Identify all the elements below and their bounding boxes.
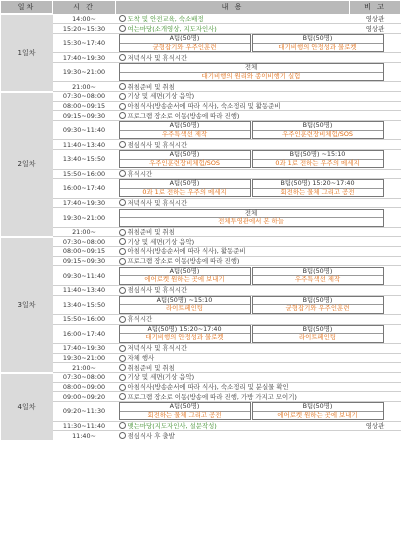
team-header: 전체 [120, 210, 383, 219]
activity-cell [116, 169, 350, 179]
activity-cell [116, 101, 350, 111]
time-slot: 07:30~08:00 [53, 92, 116, 102]
activity-cell [116, 324, 350, 343]
schedule-row [1, 382, 401, 392]
time-slot: 15:20~15:30 [53, 24, 116, 34]
team-b-box [252, 325, 384, 343]
time-slot: 09:00~09:20 [53, 392, 116, 402]
team-header: A팀(50명) 15:20~17:40 [120, 326, 250, 335]
time-slot: 17:40~19:30 [53, 198, 116, 208]
activity-cell [116, 392, 350, 402]
activity-cell [116, 344, 350, 354]
team-b-box [252, 121, 384, 139]
time-slot: 07:30~08:00 [53, 373, 116, 383]
schedule-row [1, 198, 401, 208]
remark-cell [350, 314, 401, 324]
activity-text: 여는마당(소개영상, 지도자인사) [127, 24, 217, 33]
team-program: 대기비행의 안정성과 물로켓 [278, 42, 357, 51]
schedule-row [1, 33, 401, 52]
team-header: 전체 [120, 64, 383, 73]
activity-cell [116, 198, 350, 208]
activity-text: 프로그램 장소로 이동(방송에 따라 진행) [127, 257, 240, 266]
remark-cell [350, 382, 401, 392]
circle-bullet-icon [119, 199, 126, 206]
time-slot: 19:30~21:00 [53, 62, 116, 81]
team-b-box [252, 402, 384, 420]
team-a-box [119, 325, 251, 343]
time-slot: 21:00~ [53, 227, 116, 237]
schedule-row [1, 140, 401, 150]
time-slot: 07:30~08:00 [53, 237, 116, 247]
circle-bullet-icon [119, 248, 126, 255]
circle-bullet-icon [119, 422, 126, 429]
team-program: 균형잡기와 우주인훈련 [152, 42, 217, 51]
activity-cell [116, 285, 350, 295]
schedule-row [1, 247, 401, 257]
team-a-box [119, 34, 251, 52]
circle-bullet-icon [119, 93, 126, 100]
activity-cell [116, 150, 360, 169]
time-slot: 08:00~09:15 [53, 247, 116, 257]
team-header: B팀(50명) [253, 326, 383, 335]
schedule-row [1, 285, 401, 295]
activity-text: 기상 및 세면(기상 음악) [127, 237, 195, 246]
schedule-row [1, 101, 401, 111]
activity-cell [116, 121, 353, 140]
team-program: 우주인훈련장비체험/SOS [149, 158, 220, 167]
time-slot: 21:00~ [53, 82, 116, 92]
time-slot: 13:40~15:50 [53, 295, 116, 314]
schedule-row [1, 353, 401, 363]
circle-bullet-icon [119, 345, 126, 352]
circle-bullet-icon [119, 229, 126, 236]
circle-bullet-icon [119, 238, 126, 245]
activity-text: 저녁식사 및 휴식시간 [127, 344, 188, 353]
remark-cell [350, 140, 401, 150]
circle-bullet-icon [119, 432, 126, 439]
time-slot: 17:40~19:30 [53, 344, 116, 354]
circle-bullet-icon [119, 355, 126, 362]
team-header: A팀(50명) [120, 151, 250, 160]
activity-cell [116, 33, 357, 52]
team-a-box [119, 296, 251, 314]
schedule-row [1, 237, 401, 247]
activity-cell [116, 62, 350, 81]
circle-bullet-icon [119, 287, 126, 294]
time-slot: 17:40~19:30 [53, 53, 116, 63]
team-program: 라이트페인팅 [165, 304, 204, 313]
remark-cell: 영상관 [350, 14, 401, 24]
circle-bullet-icon [119, 258, 126, 265]
header-row [1, 1, 401, 15]
time-slot: 19:30~21:00 [53, 353, 116, 363]
remark-cell [350, 373, 401, 383]
team-a-box [119, 402, 251, 420]
schedule-row [1, 82, 401, 92]
remark-cell: 영상관 [350, 24, 401, 34]
team-header: A팀(50명) ~15:10 [120, 297, 250, 306]
activity-cell [116, 421, 350, 431]
schedule-row [1, 363, 401, 373]
schedule-row [1, 150, 401, 169]
circle-bullet-icon [119, 112, 126, 119]
activity-text: 아침식사(방송순서에 따라 식사), 숙소정리 및 분실물 확인 [127, 383, 289, 392]
time-slot: 15:50~16:00 [53, 314, 116, 324]
time-slot: 11:40~ [53, 431, 116, 441]
activity-cell [116, 353, 350, 363]
activity-text: 아침식사(방송순서에 따라 식사), 숙소정리 및 활동준비 [127, 102, 281, 111]
schedule-row [1, 256, 401, 266]
circle-bullet-icon [119, 83, 126, 90]
activity-cell [116, 373, 350, 383]
time-slot: 21:00~ [53, 363, 116, 373]
remark-cell [350, 82, 401, 92]
team-a-box [119, 179, 251, 197]
activity-cell [116, 82, 350, 92]
remark-cell [350, 353, 401, 363]
day-label: 4일차 [1, 373, 53, 441]
team-header: B팀(50명) [253, 297, 383, 306]
schedule-row [1, 324, 401, 343]
team-header: B팀(50명) ~15:10 [253, 151, 383, 160]
time-slot: 16:00~17:40 [53, 324, 116, 343]
team-program: 에어로켓 원하는 곳에 보내기 [144, 275, 225, 284]
schedule-row [1, 295, 401, 314]
activity-cell [116, 53, 350, 63]
schedule-row [1, 169, 401, 179]
schedule-row [1, 373, 401, 383]
schedule-row [1, 402, 401, 421]
activity-text: 자체 행사 [127, 354, 155, 363]
activity-text: 프로그램 장소로 이동(방송에 따라 진행) [127, 111, 240, 120]
day-label: 1일차 [1, 14, 53, 92]
time-slot: 09:15~09:30 [53, 256, 116, 266]
activity-cell [116, 402, 358, 421]
schedule-row [1, 14, 401, 24]
team-header: A팀(50명) [120, 403, 250, 412]
activity-cell [116, 382, 350, 392]
activity-text: 기상 및 세면(기상 음악) [127, 373, 195, 382]
team-program: 라이트페인팅 [298, 333, 337, 342]
activity-cell [116, 363, 350, 373]
day-label: 3일차 [1, 237, 53, 373]
activity-text: 휴식시간 [127, 169, 153, 178]
team-program: 균형잡기와 우주인훈련 [285, 304, 350, 313]
activity-text: 점심식사 및 휴식시간 [127, 140, 188, 149]
time-slot: 19:30~21:00 [53, 208, 116, 227]
header-day: 일차 [1, 1, 53, 15]
activity-cell [116, 256, 350, 266]
team-program: 우주특색선 제작 [294, 275, 341, 284]
circle-bullet-icon [119, 25, 126, 32]
day-label: 2일차 [1, 92, 53, 237]
activity-cell [116, 237, 350, 247]
time-slot: 11:40~13:40 [53, 285, 116, 295]
team-b-box [252, 150, 384, 168]
team-program: 회전하는 물체 그리고 공전 [280, 187, 355, 196]
activity-text: 맺는마당(지도자인사, 설문작성) [127, 421, 217, 430]
activity-cell [116, 208, 350, 227]
time-slot: 15:50~16:00 [53, 169, 116, 179]
remark-cell [350, 392, 401, 402]
team-program: 우주인훈련장비체험/SOS [282, 129, 353, 138]
activity-text: 점심식사 후 출발 [127, 431, 175, 440]
remark-cell [350, 237, 401, 247]
activity-cell [116, 140, 350, 150]
time-slot: 09:30~11:40 [53, 266, 116, 285]
activity-cell [116, 266, 350, 285]
remark-cell [350, 111, 401, 121]
time-slot: 14:00~ [53, 14, 116, 24]
schedule-row [1, 62, 401, 81]
time-slot: 08:00~09:00 [53, 382, 116, 392]
circle-bullet-icon [119, 316, 126, 323]
remark-cell [350, 53, 401, 63]
team-header: B팀(50명) [253, 35, 383, 44]
schedule-row [1, 208, 401, 227]
schedule-row [1, 111, 401, 121]
time-slot: 09:30~11:40 [53, 121, 116, 140]
remark-cell [350, 256, 401, 266]
team-b-box [252, 179, 384, 197]
circle-bullet-icon [119, 170, 126, 177]
team-header: B팀(50명) [253, 403, 383, 412]
remark-cell [350, 227, 401, 237]
schedule-row [1, 227, 401, 237]
activity-cell [116, 24, 350, 34]
circle-bullet-icon [119, 384, 126, 391]
team-program: 에어로켓 원하는 곳에 보내기 [277, 410, 358, 419]
circle-bullet-icon [119, 364, 126, 371]
time-slot: 09:15~09:30 [53, 111, 116, 121]
time-slot: 11:40~13:40 [53, 140, 116, 150]
schedule-row [1, 431, 401, 441]
team-a-box [119, 267, 251, 285]
activity-cell [116, 14, 350, 24]
activity-text: 취침준비 및 취침 [127, 228, 175, 237]
remark-cell [350, 431, 401, 441]
activity-text: 취침준비 및 취침 [127, 82, 175, 91]
time-slot: 15:30~17:40 [53, 33, 116, 52]
time-slot: 09:20~11:30 [53, 402, 116, 421]
team-header: A팀(50명) [120, 180, 250, 189]
circle-bullet-icon [119, 15, 126, 22]
team-header: A팀(50명) [120, 35, 250, 44]
header-remark: 비 고 [350, 1, 401, 15]
time-slot: 08:00~09:15 [53, 101, 116, 111]
activity-text: 저녁식사 및 휴식시간 [127, 53, 188, 62]
team-program: 전체투영관에서 본 하늘 [218, 217, 284, 226]
activity-cell [116, 111, 350, 121]
activity-text: 저녁식사 및 휴식시간 [127, 198, 188, 207]
remark-cell [350, 101, 401, 111]
team-program: 대기비행의 안정성과 물로켓 [145, 333, 224, 342]
activity-text: 휴식시간 [127, 315, 153, 324]
activity-cell [116, 247, 350, 257]
schedule-row [1, 92, 401, 102]
circle-bullet-icon [119, 374, 126, 381]
schedule-row [1, 179, 401, 198]
activity-cell [116, 179, 355, 198]
activity-text: 프로그램 장소로 이동(방송에 따라 진행, 가방 가지고 모이기) [127, 392, 297, 401]
activity-text: 아침식사(방송순서에 따라 식사), 활동준비 [127, 247, 246, 256]
team-b-box [252, 34, 384, 52]
time-slot: 11:30~11:40 [53, 421, 116, 431]
activity-cell [116, 92, 350, 102]
schedule-row [1, 392, 401, 402]
remark-cell [350, 247, 401, 257]
circle-bullet-icon [119, 393, 126, 400]
schedule-row [1, 421, 401, 431]
team-program: 0과 1로 전하는 우주의 메세지 [275, 158, 360, 167]
circle-bullet-icon [119, 103, 126, 110]
team-a-box [119, 121, 251, 139]
header-content: 내 용 [116, 1, 350, 15]
all-team-box [119, 63, 384, 81]
circle-bullet-icon [119, 141, 126, 148]
schedule-row [1, 314, 401, 324]
team-header: A팀(50명) [120, 268, 250, 277]
circle-bullet-icon [119, 54, 126, 61]
activity-cell [116, 314, 350, 324]
team-b-box [252, 267, 384, 285]
schedule-row [1, 24, 401, 34]
team-header: B팀(50명) [253, 122, 383, 131]
all-team-box [119, 209, 384, 227]
activity-text: 도착 및 안전교육, 숙소배정 [127, 14, 204, 23]
remark-cell [350, 169, 401, 179]
remark-cell: 영상관 [350, 421, 401, 431]
remark-cell [350, 363, 401, 373]
schedule-row [1, 53, 401, 63]
team-program: 회전하는 물체 그리고 공전 [147, 410, 222, 419]
schedule-row [1, 344, 401, 354]
activity-cell [116, 295, 350, 314]
activity-text: 기상 및 세면(기상 음악) [127, 92, 195, 101]
remark-cell [350, 92, 401, 102]
remark-cell [350, 198, 401, 208]
time-slot: 16:00~17:40 [53, 179, 116, 198]
activity-cell [116, 227, 350, 237]
activity-cell [116, 431, 350, 441]
team-header: B팀(50명) 15:20~17:40 [253, 180, 383, 189]
header-time: 시 간 [53, 1, 116, 15]
remark-cell [350, 285, 401, 295]
activity-text: 취침준비 및 취침 [127, 363, 175, 372]
team-header: A팀(50명) [120, 122, 250, 131]
schedule-row [1, 266, 401, 285]
team-program: 대기비행의 원리와 종이비행기 실험 [201, 71, 301, 80]
activity-text: 점심식사 및 휴식시간 [127, 286, 188, 295]
team-program: 우주특색선 제작 [161, 129, 208, 138]
team-header: B팀(50명) [253, 268, 383, 277]
team-b-box [252, 296, 384, 314]
team-program: 0과 1로 전하는 우주의 메세지 [142, 187, 227, 196]
team-a-box [119, 150, 251, 168]
remark-cell [350, 344, 401, 354]
time-slot: 13:40~15:50 [53, 150, 116, 169]
schedule-row [1, 121, 401, 140]
